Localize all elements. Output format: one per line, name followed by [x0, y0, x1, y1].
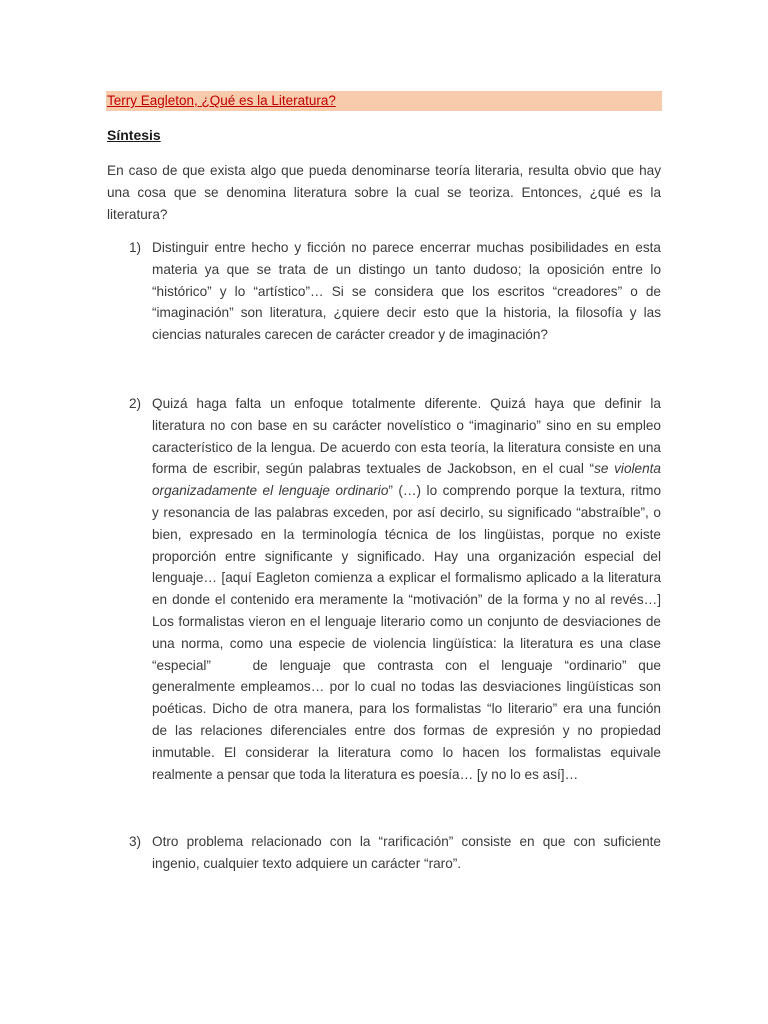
text-line: generalmente empleamos… por lo cual no todas las desviaciones lingüísticas son — [152, 679, 661, 695]
text-line: bien, expresado en la terminología técnica de los lingüistas, porque no existe — [152, 526, 661, 542]
text-line: literatura no con base en su carácter novelístico o “imaginario” sino en su empleo — [152, 417, 661, 433]
text-line: Los formalistas vieron en el lenguaje literario como un conjunto de desviaciones de — [152, 613, 661, 629]
text-segment: “especial” — [152, 657, 211, 673]
text-segment: forma de escribir, según palabras textuales de Jackobson, en el cual “ — [152, 461, 595, 477]
text-line: “imaginación” son literatura, ¿quiere decir esto que la historia, la filosofía y las — [152, 305, 661, 321]
list-item — [152, 831, 661, 875]
text-line: literatura? — [107, 206, 168, 222]
section-heading: Síntesis — [107, 127, 161, 143]
text-line: una cosa que se denomina literatura sobre la cual se teoriza. Entonces, ¿qué es la — [107, 184, 661, 200]
text-line: ingenio, cualquier texto adquiere un carácter “raro”. — [152, 855, 462, 871]
text-line: materia ya que se trata de un distingo un tanto dudoso; la oposición entre lo — [152, 261, 661, 277]
quoted-text: se violenta — [594, 461, 661, 477]
text-line — [152, 655, 661, 677]
text-line: poéticas. Dicho de otra manera, para los formalistas “lo literario” era una función — [152, 701, 661, 717]
text-line: de las relaciones diferenciales entre dos formas de expresión y no propiedad — [152, 722, 661, 738]
text-line: característico de la lengua. De acuerdo con esta teoría, la literatura consiste en una — [152, 439, 661, 455]
list-number: 2) — [129, 396, 142, 411]
list-number: 3) — [129, 834, 142, 849]
intro-paragraph — [107, 160, 661, 225]
text-segment: de lenguaje que contrasta con el lenguaje “ordinario” que — [252, 657, 661, 673]
list-item — [152, 393, 661, 785]
list-item — [152, 237, 661, 346]
list-number: 1) — [129, 240, 142, 255]
text-line: Quizá haga falta un enfoque totalmente diferente. Quizá haya que definir la — [152, 396, 661, 411]
text-segment: lo comprendo porque la textura, ritmo — [421, 483, 662, 499]
text-line: Distinguir entre hecho y ficción no parece encerrar muchas posibilidades en esta — [152, 240, 661, 255]
text-line: en donde el contenido era meramente la “motivación” de la forma y no al revés…] — [152, 592, 661, 608]
text-line: inmutable. El considerar la literatura como lo hacen los formalistas equivale — [152, 744, 661, 760]
document-title: Terry Eagleton, ¿Qué es la Literatura? — [107, 93, 336, 108]
text-segment: ” (…) — [388, 483, 422, 499]
text-line: ciencias naturales carecen de carácter creador y de imaginación? — [152, 327, 548, 343]
text-line: “histórico” y lo “artístico”… Si se considera que los escritos “creadores” o de — [152, 283, 661, 299]
text-line: lenguaje… [aquí Eagleton comienza a explicar el formalismo aplicado a la literatura — [152, 570, 661, 586]
text-line: Otro problema relacionado con la “rarificación” consiste en que con suficiente — [152, 834, 661, 849]
text-line: y resonancia de las palabras exceden, por así decirlo, su significado “abstraíble”, o — [152, 504, 661, 520]
text-line: realmente a pensar que toda la literatura es poesía… [y no lo es así]… — [152, 766, 579, 782]
text-line: En caso de que exista algo que pueda denominarse teoría literaria, resulta obvio que hay — [107, 163, 661, 178]
text-line — [152, 458, 661, 480]
text-line: proporción entre significante y significado. Hay una organización especial del — [152, 548, 661, 564]
quoted-text: organizadamente el lenguaje ordinario — [152, 483, 389, 499]
text-line — [152, 480, 661, 502]
text-line: una norma, como una especie de violencia lingüística: la literatura es una clase — [152, 635, 661, 651]
